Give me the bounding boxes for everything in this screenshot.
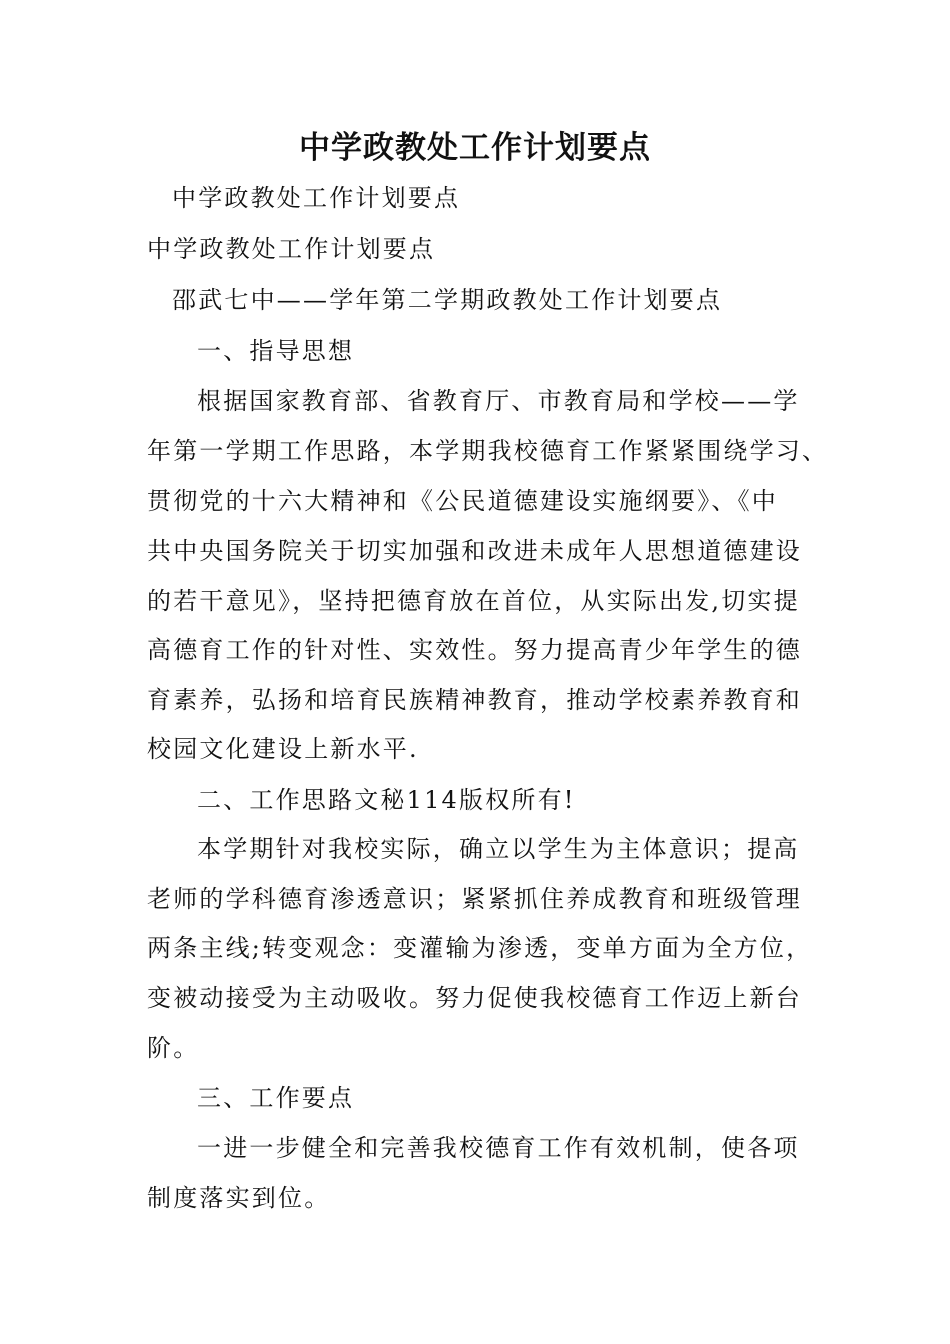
section2-line: 变被动接受为主动吸收。努力促使我校德育工作迈上新台 xyxy=(147,984,802,1012)
section1-line: 根据国家教育部、省教育厅、市教育局和学校——学 xyxy=(197,387,800,415)
section2-line: 本学期针对我校实际，确立以学生为主体意识；提高 xyxy=(197,835,800,863)
section1-line: 育素养，弘扬和培育民族精神教育，推动学校素养教育和 xyxy=(147,686,802,714)
section3-line: 制度落实到位。 xyxy=(147,1184,331,1212)
section1-line: 年第一学期工作思路，本学期我校德育工作紧紧围绕学习、 xyxy=(147,437,829,465)
section3-heading: 三、工作要点 xyxy=(197,1084,355,1112)
section2-heading: 二、工作思路文秘114版权所有! xyxy=(197,786,576,814)
section2-line: 老师的学科德育渗透意识；紧紧抓住养成教育和班级管理 xyxy=(147,885,802,913)
section3-line: 一进一步健全和完善我校德育工作有效机制，使各项 xyxy=(197,1134,800,1162)
school-heading: 邵武七中——学年第二学期政教处工作计划要点 xyxy=(172,286,723,314)
subtitle-indented: 中学政教处工作计划要点 xyxy=(172,184,461,212)
document-title: 中学政教处工作计划要点 xyxy=(299,130,651,166)
section1-line: 贯彻党的十六大精神和《公民道德建设实施纲要》、《中 xyxy=(147,487,778,515)
section1-heading: 一、指导思想 xyxy=(197,337,355,365)
section2-line: 两条主线;转变观念：变灌输为渗透，变单方面为全方位， xyxy=(147,934,813,962)
section1-line: 共中央国务院关于切实加强和改进未成年人思想道德建设 xyxy=(147,537,802,565)
section1-line: 高德育工作的针对性、实效性。努力提高青少年学生的德 xyxy=(147,636,802,664)
subtitle-plain: 中学政教处工作计划要点 xyxy=(147,235,436,263)
section1-line: 的若干意见》，坚持把德育放在首位，从实际出发,切实提 xyxy=(147,587,800,615)
section1-line: 校园文化建设上新水平. xyxy=(147,735,419,763)
section2-line: 阶。 xyxy=(147,1034,200,1062)
